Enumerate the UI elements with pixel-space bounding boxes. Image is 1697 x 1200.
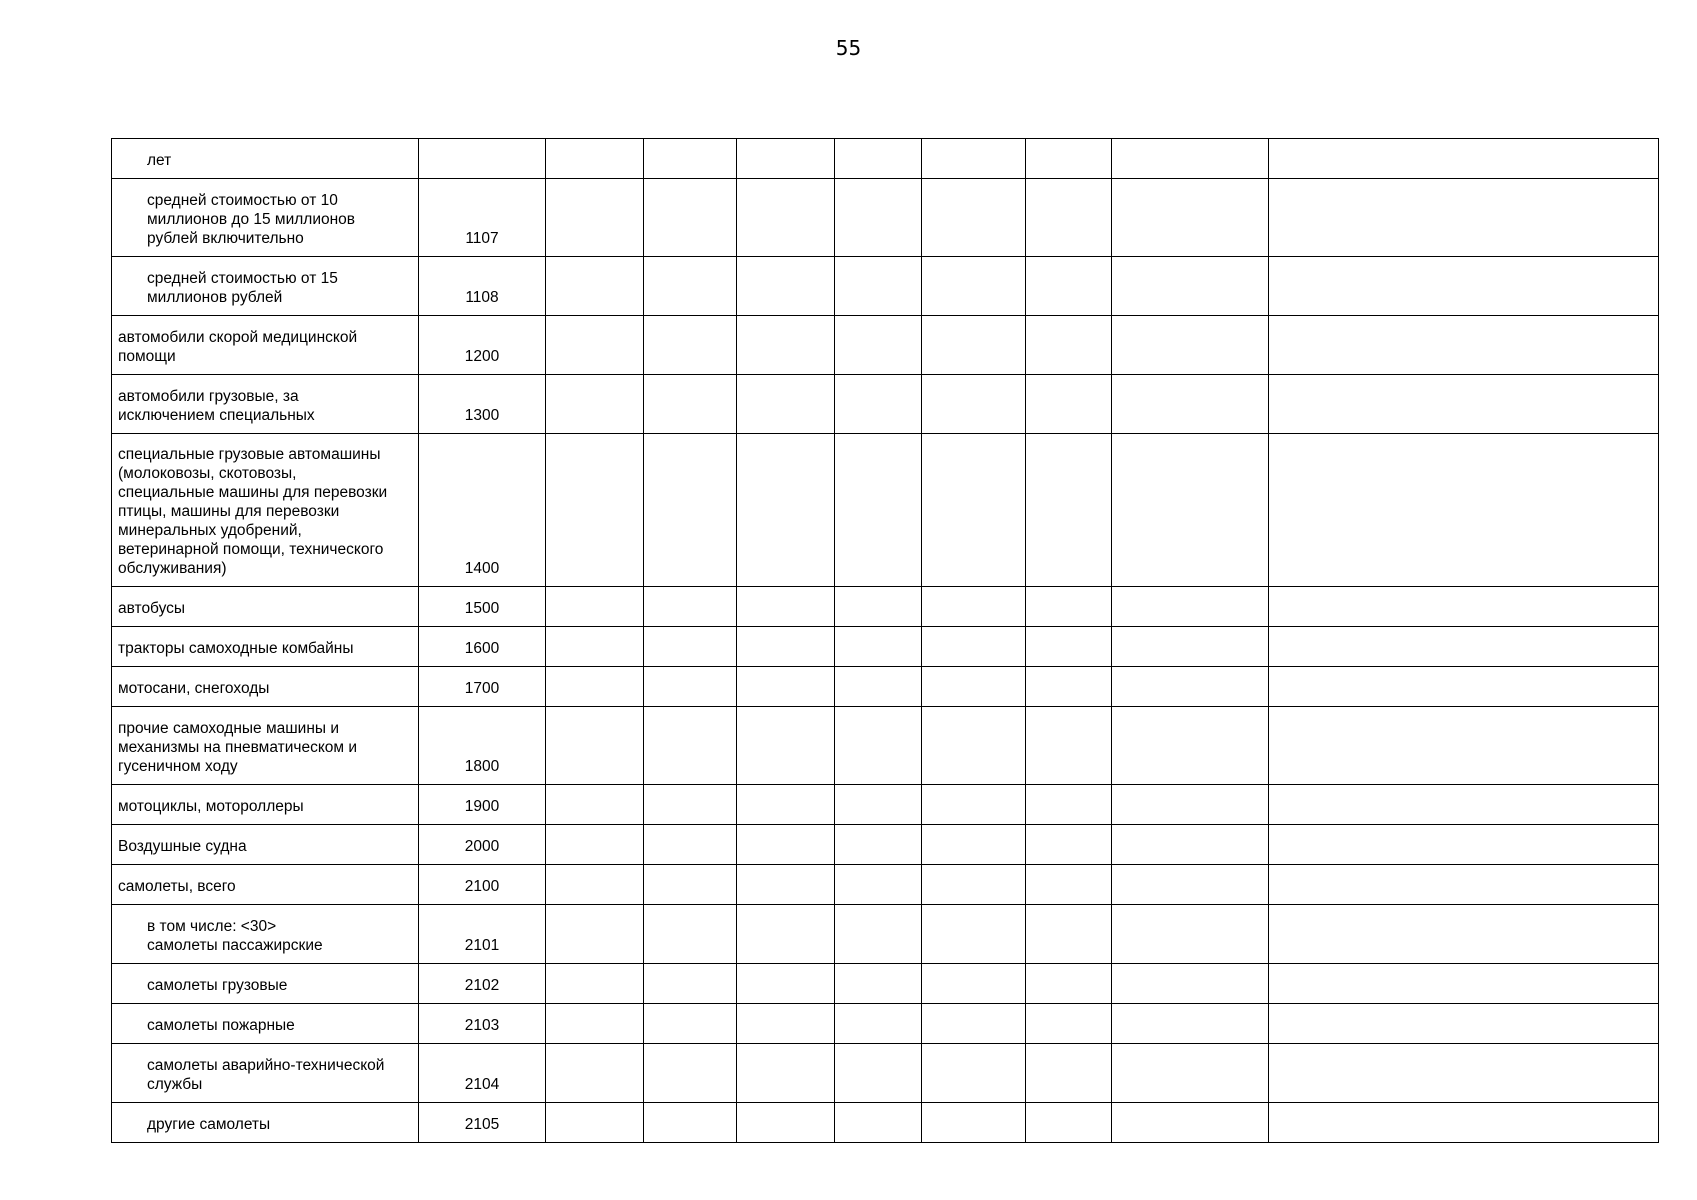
empty-cell <box>644 865 737 905</box>
empty-cell <box>1269 139 1659 179</box>
row-label: средней стоимостью от 10 миллионов до 15 миллионов рублей включительно <box>112 179 419 257</box>
empty-cell <box>737 964 835 1004</box>
row-code: 2101 <box>419 905 546 964</box>
empty-cell <box>644 1004 737 1044</box>
empty-cell <box>644 707 737 785</box>
row-code: 2105 <box>419 1103 546 1143</box>
empty-cell <box>1269 1044 1659 1103</box>
row-code: 1800 <box>419 707 546 785</box>
empty-cell <box>922 627 1026 667</box>
empty-cell <box>922 785 1026 825</box>
table-row <box>112 785 1659 825</box>
row-label: самолеты, всего <box>112 865 419 905</box>
empty-cell <box>1269 375 1659 434</box>
table-row <box>112 375 1659 434</box>
empty-cell <box>1026 1004 1112 1044</box>
empty-cell <box>922 1103 1026 1143</box>
empty-cell <box>1112 316 1269 375</box>
empty-cell <box>835 905 922 964</box>
table-row <box>112 1004 1659 1044</box>
empty-cell <box>1112 1044 1269 1103</box>
empty-cell <box>1026 1044 1112 1103</box>
empty-cell <box>546 434 644 587</box>
row-code: 1600 <box>419 627 546 667</box>
table-row <box>112 667 1659 707</box>
empty-cell <box>835 139 922 179</box>
row-label: прочие самоходные машины и механизмы на пневматическом и гусеничном ходу <box>112 707 419 785</box>
empty-cell <box>546 139 644 179</box>
empty-cell <box>1026 964 1112 1004</box>
empty-cell <box>922 1004 1026 1044</box>
empty-cell <box>1112 257 1269 316</box>
table-row <box>112 905 1659 964</box>
empty-cell <box>737 865 835 905</box>
empty-cell <box>835 707 922 785</box>
empty-cell <box>922 905 1026 964</box>
empty-cell <box>1026 865 1112 905</box>
empty-cell <box>737 434 835 587</box>
empty-cell <box>737 1044 835 1103</box>
empty-cell <box>1112 139 1269 179</box>
row-label: автобусы <box>112 587 419 627</box>
empty-cell <box>1269 257 1659 316</box>
row-label: лет <box>112 139 419 179</box>
empty-cell <box>835 1004 922 1044</box>
empty-cell <box>737 139 835 179</box>
empty-cell <box>737 179 835 257</box>
empty-cell <box>546 785 644 825</box>
row-code: 2000 <box>419 825 546 865</box>
row-code: 1200 <box>419 316 546 375</box>
table-row <box>112 1044 1659 1103</box>
empty-cell <box>546 316 644 375</box>
empty-cell <box>835 825 922 865</box>
empty-cell <box>644 1044 737 1103</box>
empty-cell <box>737 316 835 375</box>
row-label: тракторы самоходные комбайны <box>112 627 419 667</box>
table-row <box>112 434 1659 587</box>
empty-cell <box>1269 785 1659 825</box>
row-code: 1900 <box>419 785 546 825</box>
table-row <box>112 139 1659 179</box>
empty-cell <box>546 667 644 707</box>
empty-cell <box>835 375 922 434</box>
empty-cell <box>1112 587 1269 627</box>
empty-cell <box>835 257 922 316</box>
empty-cell <box>922 179 1026 257</box>
empty-cell <box>1269 316 1659 375</box>
empty-cell <box>1269 667 1659 707</box>
table-row <box>112 1103 1659 1143</box>
empty-cell <box>1026 375 1112 434</box>
row-label: средней стоимостью от 15 миллионов рублей <box>112 257 419 316</box>
empty-cell <box>546 1004 644 1044</box>
empty-cell <box>922 667 1026 707</box>
empty-cell <box>1112 785 1269 825</box>
table-row <box>112 825 1659 865</box>
table-row <box>112 707 1659 785</box>
empty-cell <box>644 257 737 316</box>
empty-cell <box>922 865 1026 905</box>
empty-cell <box>835 785 922 825</box>
row-label: в том числе: <30> самолеты пассажирские <box>112 905 419 964</box>
empty-cell <box>1026 587 1112 627</box>
empty-cell <box>1269 627 1659 667</box>
empty-cell <box>835 1103 922 1143</box>
empty-cell <box>922 257 1026 316</box>
row-code: 1400 <box>419 434 546 587</box>
empty-cell <box>546 257 644 316</box>
row-code <box>419 139 546 179</box>
empty-cell <box>835 627 922 667</box>
empty-cell <box>1269 1103 1659 1143</box>
empty-cell <box>644 905 737 964</box>
empty-cell <box>1112 865 1269 905</box>
empty-cell <box>922 434 1026 587</box>
empty-cell <box>1026 707 1112 785</box>
empty-cell <box>922 707 1026 785</box>
empty-cell <box>644 316 737 375</box>
empty-cell <box>1269 865 1659 905</box>
empty-cell <box>644 627 737 667</box>
empty-cell <box>546 707 644 785</box>
empty-cell <box>922 964 1026 1004</box>
empty-cell <box>644 785 737 825</box>
row-label: Воздушные судна <box>112 825 419 865</box>
row-label: автомобили скорой медицинской помощи <box>112 316 419 375</box>
empty-cell <box>1269 825 1659 865</box>
row-code: 1108 <box>419 257 546 316</box>
empty-cell <box>1112 964 1269 1004</box>
table-row <box>112 865 1659 905</box>
empty-cell <box>737 825 835 865</box>
empty-cell <box>1112 627 1269 667</box>
empty-cell <box>1026 905 1112 964</box>
row-label: другие самолеты <box>112 1103 419 1143</box>
empty-cell <box>644 667 737 707</box>
empty-cell <box>644 964 737 1004</box>
empty-cell <box>737 785 835 825</box>
table-row <box>112 257 1659 316</box>
empty-cell <box>922 825 1026 865</box>
empty-cell <box>1112 1004 1269 1044</box>
empty-cell <box>546 1103 644 1143</box>
empty-cell <box>1112 1103 1269 1143</box>
empty-cell <box>546 375 644 434</box>
empty-cell <box>835 964 922 1004</box>
empty-cell <box>1026 627 1112 667</box>
empty-cell <box>546 865 644 905</box>
table-body <box>112 139 1659 1143</box>
empty-cell <box>1112 707 1269 785</box>
empty-cell <box>922 1044 1026 1103</box>
empty-cell <box>644 587 737 627</box>
empty-cell <box>546 627 644 667</box>
empty-cell <box>737 587 835 627</box>
row-label: мотосани, снегоходы <box>112 667 419 707</box>
empty-cell <box>1026 316 1112 375</box>
row-code: 2103 <box>419 1004 546 1044</box>
row-code: 1107 <box>419 179 546 257</box>
empty-cell <box>1026 257 1112 316</box>
empty-cell <box>546 905 644 964</box>
empty-cell <box>1026 179 1112 257</box>
empty-cell <box>737 627 835 667</box>
empty-cell <box>1269 434 1659 587</box>
empty-cell <box>546 587 644 627</box>
empty-cell <box>546 825 644 865</box>
row-label: мотоциклы, мотороллеры <box>112 785 419 825</box>
empty-cell <box>644 1103 737 1143</box>
empty-cell <box>835 667 922 707</box>
empty-cell <box>1112 667 1269 707</box>
empty-cell <box>1269 179 1659 257</box>
table-row <box>112 316 1659 375</box>
empty-cell <box>1026 825 1112 865</box>
empty-cell <box>1269 587 1659 627</box>
empty-cell <box>1269 964 1659 1004</box>
row-label: специальные грузовые автомашины (молоковозы, скотовозы, специальные машины для перевозки птицы, машины для перевозки минеральных удобрений, ветеринарной помощи, технического обслуживания) <box>112 434 419 587</box>
row-code: 1700 <box>419 667 546 707</box>
empty-cell <box>737 1004 835 1044</box>
empty-cell <box>1026 667 1112 707</box>
empty-cell <box>644 179 737 257</box>
empty-cell <box>922 587 1026 627</box>
empty-cell <box>644 825 737 865</box>
empty-cell <box>737 905 835 964</box>
row-label: самолеты пожарные <box>112 1004 419 1044</box>
table-row <box>112 587 1659 627</box>
row-code: 1500 <box>419 587 546 627</box>
row-label: самолеты аварийно-технической службы <box>112 1044 419 1103</box>
empty-cell <box>737 667 835 707</box>
row-label: самолеты грузовые <box>112 964 419 1004</box>
empty-cell <box>1026 139 1112 179</box>
empty-cell <box>546 964 644 1004</box>
row-code: 2102 <box>419 964 546 1004</box>
empty-cell <box>1112 434 1269 587</box>
page-number: 55 <box>835 36 862 60</box>
empty-cell <box>644 375 737 434</box>
table-row <box>112 179 1659 257</box>
row-code: 2104 <box>419 1044 546 1103</box>
empty-cell <box>1112 375 1269 434</box>
empty-cell <box>835 434 922 587</box>
empty-cell <box>1269 1004 1659 1044</box>
data-table <box>111 138 1659 1143</box>
empty-cell <box>922 316 1026 375</box>
empty-cell <box>835 1044 922 1103</box>
empty-cell <box>1026 434 1112 587</box>
empty-cell <box>1026 785 1112 825</box>
empty-cell <box>1026 1103 1112 1143</box>
empty-cell <box>737 1103 835 1143</box>
empty-cell <box>1112 825 1269 865</box>
empty-cell <box>922 139 1026 179</box>
row-label: автомобили грузовые, за исключением специальных <box>112 375 419 434</box>
empty-cell <box>1112 905 1269 964</box>
empty-cell <box>737 257 835 316</box>
table-row <box>112 964 1659 1004</box>
empty-cell <box>1112 179 1269 257</box>
empty-cell <box>644 434 737 587</box>
empty-cell <box>644 139 737 179</box>
empty-cell <box>737 707 835 785</box>
empty-cell <box>922 375 1026 434</box>
empty-cell <box>546 179 644 257</box>
empty-cell <box>835 865 922 905</box>
empty-cell <box>1269 707 1659 785</box>
empty-cell <box>546 1044 644 1103</box>
row-code: 1300 <box>419 375 546 434</box>
empty-cell <box>1269 905 1659 964</box>
empty-cell <box>835 316 922 375</box>
empty-cell <box>737 375 835 434</box>
row-code: 2100 <box>419 865 546 905</box>
empty-cell <box>835 587 922 627</box>
empty-cell <box>835 179 922 257</box>
table-row <box>112 627 1659 667</box>
